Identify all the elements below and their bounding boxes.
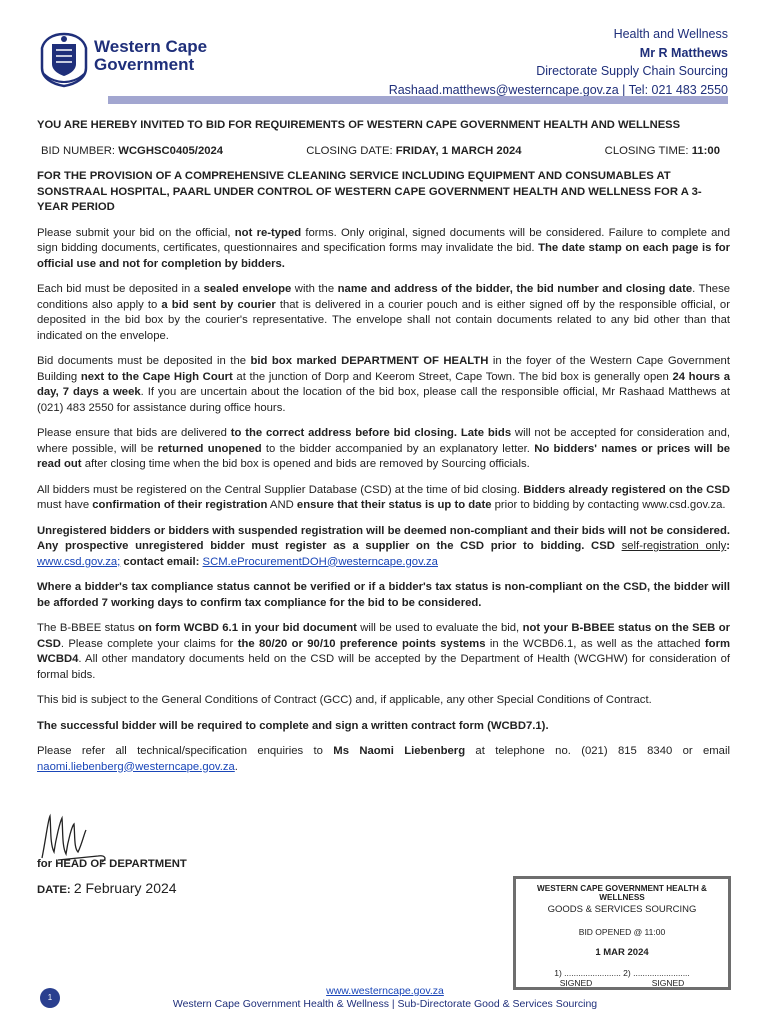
paragraph-bbbee: The B-BBEE status on form WCBD 6.1 in your bid document will be used to evaluate the bid, not your B-BBEE status on the SEB or CSD. Please complete your claims for the 80/20 or 90/10 preference points systems in the WCBD6.1, as well as the attached form WCBD4. All other mandatory documents held on the CSD will be accepted by the Department of Health (WCGHW) for consideration of formal bids. — [37, 622, 731, 681]
csd-link[interactable]: www.csd.gov.za; — [37, 555, 121, 568]
department-name: Health and Wellness — [613, 27, 728, 41]
paragraph-gcc: This bid is subject to the General Conditions of Contract (GCC) and, if applicable, any other Special Conditions of Contract. — [37, 694, 652, 706]
paragraph-enquiries: Please refer all technical/specification enquiries to Ms Naomi Liebenberg at telephone no. (021) 815 8340 or email naomi.liebenberg@westerncape.gov.za. — [37, 745, 730, 773]
paragraph-submission: Please submit your bid on the official, not re-typed forms. Only original, signed documents will be considered. Failure to complete and sign bidding documents, certificates, questionnaires and specification forms may invalidate the bid. The date stamp on each page is for official use and not for completion by bidders. — [37, 226, 731, 270]
closing-time: CLOSING TIME: 11:00 — [604, 144, 720, 157]
directorate-name: Directorate Supply Chain Sourcing — [536, 64, 728, 78]
footer-website-link[interactable]: www.westerncape.gov.za — [326, 985, 444, 997]
paragraph-late-bids: Please ensure that bids are delivered to the correct address before bid closing. Late bids will not be accepted for consideration and, where possible, will be returned unopened to the bidder accompanied by an explanatory letter. No bidders' names or prices will be read out after closing time when the bid box is opened and bids are removed by Sourcing officials. — [37, 427, 730, 470]
enquiry-email-link[interactable]: naomi.liebenberg@westerncape.gov.za — [37, 760, 235, 773]
logo-wordmark: Western Cape Government — [94, 37, 208, 74]
paragraph-contract: The successful bidder will be required to complete and sign a written contract form (WCBD7.1). — [37, 719, 549, 732]
letter-date: DATE: 2 February 2024 — [37, 880, 177, 896]
paragraph-envelope: Each bid must be deposited in a sealed envelope with the name and address of the bidder, the bid number and closing date. These conditions also apply to a bid sent by courier that is delivered in a courier pouch and is either signed off by the responsible official, or deposited in the bid box by the courier's representative. The envelope shall not contain documents related to any bid other than that indicated on the envelope. — [37, 283, 730, 342]
bid-details — [37, 144, 730, 160]
header-rule — [108, 96, 728, 104]
paragraph-unregistered: Unregistered bidders or bidders with suspended registration will be deemed non-compliant and their bids will not be considered. Any prospective unregistered bidder must register as a supplier on the CSD prior to bidding. CSD self-registration only: www.csd.gov.za; contact email: SCM.eProcurementDOH@westerncape.gov.za — [37, 524, 731, 568]
bid-number: BID NUMBER: WCGHSC0405/2024 — [41, 144, 224, 157]
invitation-heading: YOU ARE HEREBY INVITED TO BID FOR REQUIREMENTS OF WESTERN CAPE GOVERNMENT HEALTH AND WELLNESS — [37, 119, 681, 131]
procurement-email-link[interactable]: SCM.eProcurementDOH@westerncape.gov.za — [202, 555, 438, 568]
signoff-text: for HEAD OF DEPARTMENT — [37, 858, 187, 870]
bid-title: FOR THE PROVISION OF A COMPREHENSIVE CLEANING SERVICE INCLUDING EQUIPMENT AND CONSUMABLES AT SONSTRAAL HOSPITAL, PAARL UNDER CONTROL OF WESTERN CAPE GOVERNMENT HEALTH AND WELLNESS FOR A 3-YEAR PERIOD — [37, 170, 702, 213]
contact-line: Rashaad.matthews@westerncape.gov.za | Tel: 021 483 2550 — [388, 82, 728, 97]
paragraph-bid-box: Bid documents must be deposited in the bid box marked DEPARTMENT OF HEALTH in the foyer of the Western Cape Government Building next to the Cape High Court at the junction of Dorp and Keerom Street, Cape Town. The bid box is generally open 24 hours a day, 7 days a week. If you are uncertain about the location of the bid box, please call the responsible official, Mr Rashaad Matthews at (021) 483 2550 for assistance during office hours. — [37, 355, 730, 414]
bid-invitation-body — [37, 118, 730, 785]
page-number-badge: 1 — [40, 988, 60, 1008]
official-stamp: WESTERN CAPE GOVERNMENT HEALTH & WELLNESS GOODS & SERVICES SOURCING BID OPENED @ 11:00 1 MAR 2024 1) ........................ 2) ........................ SIGNED SIGNED — [513, 876, 731, 990]
page-footer — [0, 985, 770, 1011]
coat-of-arms-icon — [38, 30, 90, 88]
letterhead-contact — [389, 25, 728, 99]
closing-date: CLOSING DATE: FRIDAY, 1 MARCH 2024 — [306, 144, 522, 157]
paragraph-csd: All bidders must be registered on the Central Supplier Database (CSD) at the time of bid closing. Bidders already registered on the CSD must have confirmation of their registration AND ensure that their status is up to date prior to bidding by contacting www.csd.gov.za. — [37, 483, 730, 511]
paragraph-tax: Where a bidder's tax compliance status cannot be verified or if a bidder's tax status is non-compliant on the CSD, the bidder will be afforded 7 working days to confirm tax compliance for the bid to be considered. — [37, 581, 730, 609]
official-name: Mr R Matthews — [639, 45, 728, 60]
footer-department: Western Cape Government Health & Wellness | Sub-Directorate Good & Services Sourcing — [172, 998, 598, 1010]
wcg-logo — [38, 30, 238, 90]
